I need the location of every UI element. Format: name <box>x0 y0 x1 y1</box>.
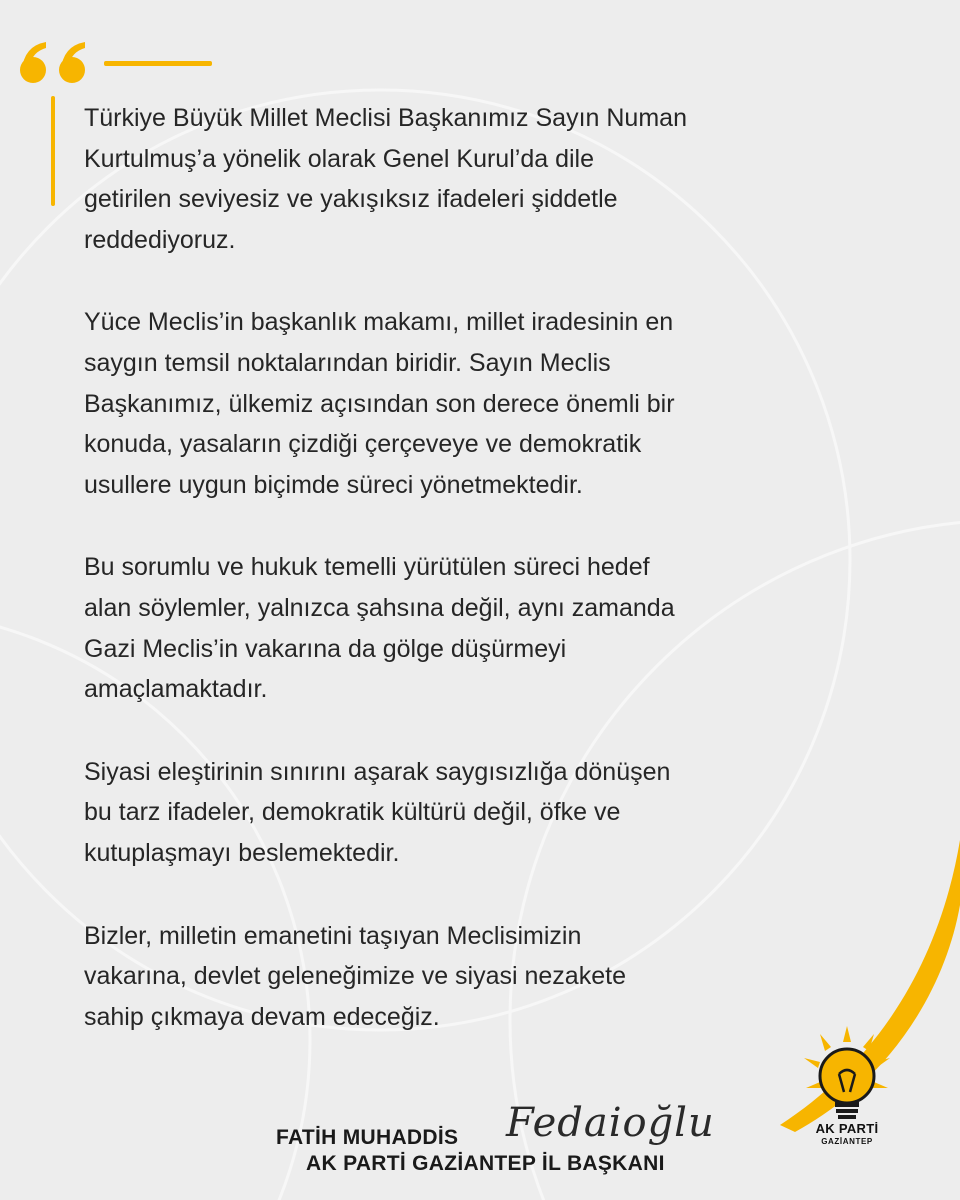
quote-icon <box>18 40 92 86</box>
quote-accent-line <box>104 61 212 66</box>
signature-name: FATİH MUHADDİS <box>276 1126 459 1149</box>
logo-party-name: AK PARTİ <box>815 1121 879 1136</box>
logo-city-name: GAZİANTEP <box>821 1137 873 1146</box>
party-logo <box>800 1026 894 1152</box>
paragraph-1: Türkiye Büyük Millet Meclisi Başkanımız Sayın Numan Kurtulmuş’a yönelik olarak Genel Kurul’da dile getirilen seviyesiz ve yakışıksız ifadeleri şiddetle reddediyoruz. <box>84 104 687 254</box>
statement-body <box>84 98 884 1079</box>
lightbulb-icon <box>800 1026 894 1124</box>
quote-accent-bar <box>51 96 55 206</box>
signature-handwritten: Fedaioğlu <box>506 1100 715 1146</box>
signature-title: AK PARTİ GAZİANTEP İL BAŞKANI <box>306 1152 665 1175</box>
paragraph-4: Siyasi eleştirinin sınırını aşarak saygısızlığa dönüşen bu tarz ifadeler, demokratik kültürü değil, öfke ve kutuplaşmayı beslemektedir. <box>84 757 671 867</box>
paragraph-2: Yüce Meclis’in başkanlık makamı, millet iradesinin en saygın temsil noktalarından biridir. Sayın Meclis Başkanımız, ülkemiz açısından son derece önemli bir konuda, yasaların çizdiği çerçeveye ve demokratik usullere uygun biçimde süreci yönetmektedir. <box>84 308 675 499</box>
paragraph-5: Bizler, milletin emanetini taşıyan Meclisimizin vakarına, devlet geleneğimize ve siyasi nezakete sahip çıkmaya devam edeceğiz. <box>84 921 626 1031</box>
paragraph-3: Bu sorumlu ve hukuk temelli yürütülen süreci hedef alan söylemler, yalnızca şahsına değil, aynı zamanda Gazi Meclis’in vakarına da gölge düşürmeyi amaçlamaktadır. <box>84 553 675 704</box>
